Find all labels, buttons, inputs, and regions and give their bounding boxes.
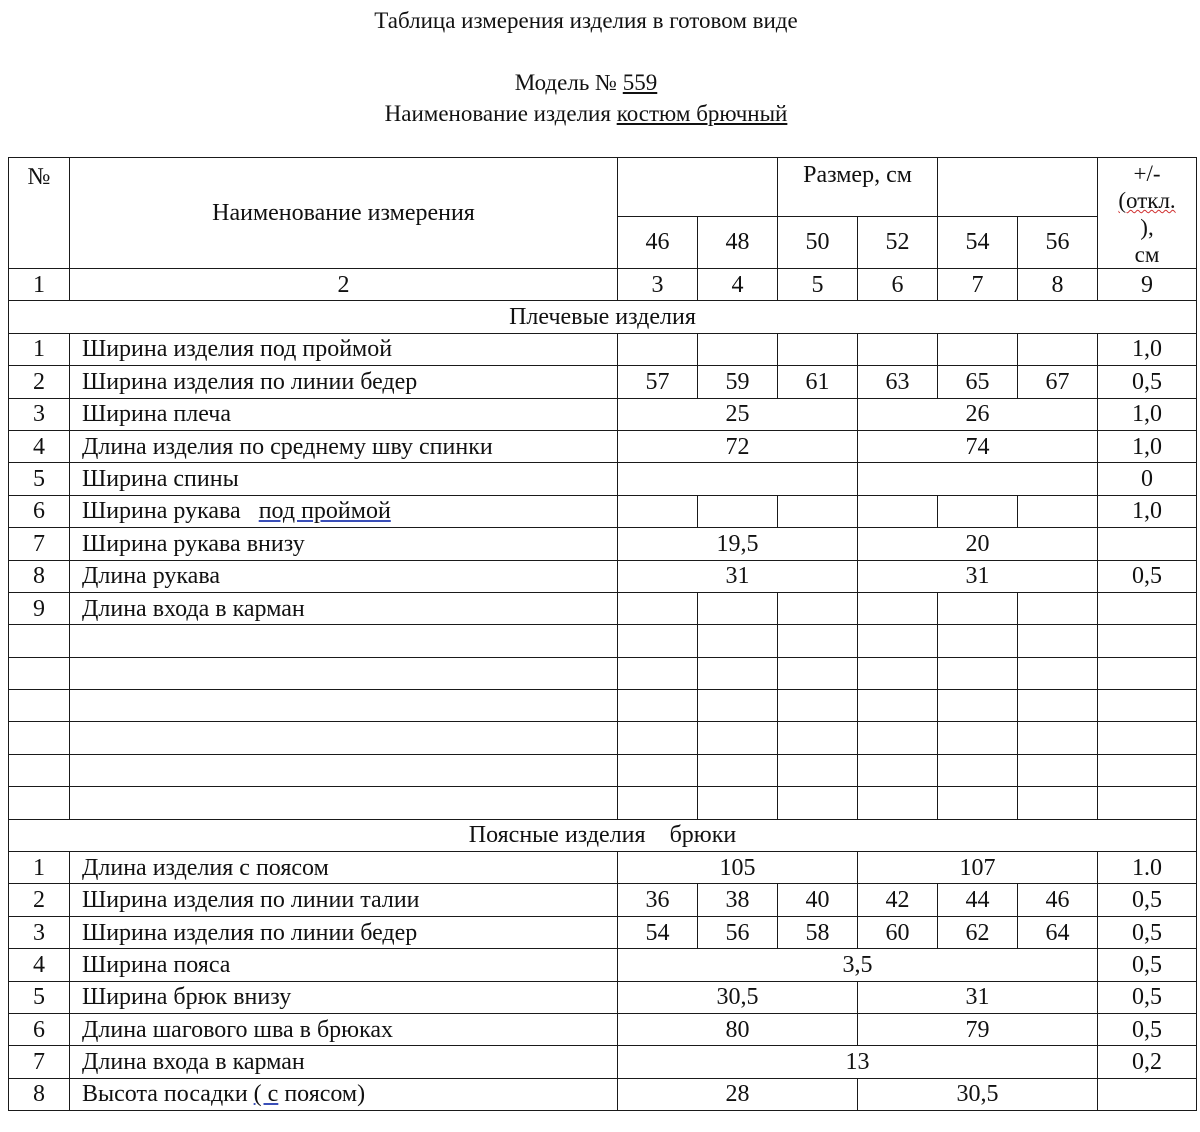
- value-cell: [778, 592, 858, 624]
- value-cell: [858, 333, 938, 365]
- col-name-header: Наименование измерения: [70, 158, 618, 269]
- measurement-table: [8, 157, 1197, 1111]
- section-header-waist: [9, 819, 1197, 851]
- deviation-cell: 1.0: [1098, 852, 1197, 884]
- value-cell: 58: [778, 916, 858, 948]
- value-cell: 72: [618, 430, 858, 462]
- empty-row: [9, 754, 1197, 786]
- measurement-name: Длина изделия по среднему шву спинки: [70, 430, 618, 462]
- value-cell: [858, 463, 1098, 495]
- value-cell: 61: [778, 366, 858, 398]
- measurement-name: Длина рукава: [70, 560, 618, 592]
- value-cell: 74: [858, 430, 1098, 462]
- measurement-name: Ширина брюк внизу: [70, 981, 618, 1013]
- column-number-row: [9, 269, 1197, 301]
- row-number: 7: [9, 1046, 70, 1078]
- value-cell: 79: [858, 1013, 1098, 1045]
- deviation-cell: [1098, 1078, 1197, 1110]
- table-row: [9, 463, 1197, 495]
- size-header-left: [618, 158, 778, 217]
- row-number: 6: [9, 1013, 70, 1045]
- value-cell: 64: [1018, 916, 1098, 948]
- value-cell: 57: [618, 366, 698, 398]
- section-title: Плечевые изделия: [9, 301, 1197, 333]
- measurement-name-part: поясом): [284, 1081, 366, 1108]
- value-cell: 107: [858, 852, 1098, 884]
- deviation-cell: 0,2: [1098, 1046, 1197, 1078]
- row-number: 6: [9, 495, 70, 527]
- value-cell: [938, 495, 1018, 527]
- value-cell: [698, 333, 778, 365]
- column-number: 2: [70, 269, 618, 301]
- measurement-name-part: Ширина рукава: [82, 498, 241, 525]
- deviation-cell: 0,5: [1098, 366, 1197, 398]
- row-number: 7: [9, 528, 70, 560]
- value-cell: 31: [858, 560, 1098, 592]
- row-number: 4: [9, 430, 70, 462]
- table-row: [9, 884, 1197, 916]
- size-cell: 54: [938, 216, 1018, 268]
- measurement-name: [70, 495, 618, 527]
- deviation-line: (откл.: [1118, 188, 1176, 213]
- value-cell: 19,5: [618, 528, 858, 560]
- value-cell: 54: [618, 916, 698, 948]
- document-title: Таблица измерения изделия в готовом виде: [374, 8, 798, 33]
- model-number: 559: [622, 70, 658, 95]
- deviation-cell: 0,5: [1098, 916, 1197, 948]
- deviation-line: ),: [1140, 215, 1154, 240]
- table-row: [9, 430, 1197, 462]
- column-number: 9: [1098, 269, 1197, 301]
- column-number: 5: [778, 269, 858, 301]
- measurement-name: Длина шагового шва в брюках: [70, 1013, 618, 1045]
- size-cell: 52: [858, 216, 938, 268]
- size-cell: 50: [778, 216, 858, 268]
- deviation-cell: 0,5: [1098, 981, 1197, 1013]
- table-row: [9, 366, 1197, 398]
- table-row: [9, 949, 1197, 981]
- measurement-name: Ширина изделия по линии талии: [70, 884, 618, 916]
- deviation-cell: 1,0: [1098, 495, 1197, 527]
- column-number: 8: [1018, 269, 1098, 301]
- value-cell: 38: [698, 884, 778, 916]
- table-row: [9, 528, 1197, 560]
- column-number: 4: [698, 269, 778, 301]
- section-header-shoulder: [9, 301, 1197, 333]
- value-cell: 67: [1018, 366, 1098, 398]
- row-number: 4: [9, 949, 70, 981]
- measurement-name: Ширина плеча: [70, 398, 618, 430]
- row-number: 3: [9, 916, 70, 948]
- value-cell: [618, 592, 698, 624]
- value-cell: 13: [618, 1046, 1098, 1078]
- item-line: [0, 100, 1172, 128]
- value-cell: 25: [618, 398, 858, 430]
- measurement-name: Ширина спины: [70, 463, 618, 495]
- value-cell: [1018, 333, 1098, 365]
- value-cell: [1018, 592, 1098, 624]
- deviation-line: +/-: [1133, 161, 1161, 186]
- measurement-name: Ширина пояса: [70, 949, 618, 981]
- value-cell: 42: [858, 884, 938, 916]
- size-cell: 56: [1018, 216, 1098, 268]
- measurement-name: Ширина изделия по линии бедер: [70, 916, 618, 948]
- deviation-cell: 1,0: [1098, 333, 1197, 365]
- row-number: 5: [9, 981, 70, 1013]
- table-row: [9, 592, 1197, 624]
- value-cell: 36: [618, 884, 698, 916]
- value-cell: 26: [858, 398, 1098, 430]
- table-row: [9, 916, 1197, 948]
- measurement-name: Ширина изделия под проймой: [70, 333, 618, 365]
- value-cell: 63: [858, 366, 938, 398]
- table-row: [9, 981, 1197, 1013]
- value-cell: [698, 495, 778, 527]
- table-row: [9, 398, 1197, 430]
- col-size-header: Размер, см: [778, 158, 938, 217]
- value-cell: 3,5: [618, 949, 1098, 981]
- measurement-name-part: ( с: [253, 1081, 279, 1108]
- row-number: 1: [9, 333, 70, 365]
- section-title: [9, 819, 1197, 851]
- empty-row: [9, 657, 1197, 689]
- empty-row: [9, 722, 1197, 754]
- deviation-cell: [1098, 528, 1197, 560]
- col-no-header: №: [9, 158, 70, 269]
- row-number: 9: [9, 592, 70, 624]
- empty-row: [9, 787, 1197, 819]
- value-cell: 59: [698, 366, 778, 398]
- column-number: 3: [618, 269, 698, 301]
- value-cell: [618, 463, 858, 495]
- value-cell: [938, 592, 1018, 624]
- row-number: 1: [9, 852, 70, 884]
- deviation-cell: 0: [1098, 463, 1197, 495]
- value-cell: [938, 333, 1018, 365]
- deviation-cell: [1098, 592, 1197, 624]
- size-header-right: [938, 158, 1098, 217]
- row-number: 8: [9, 560, 70, 592]
- row-number: 8: [9, 1078, 70, 1110]
- value-cell: 44: [938, 884, 1018, 916]
- measurement-name: Длина изделия с поясом: [70, 852, 618, 884]
- col-deviation-header: [1098, 158, 1197, 269]
- section-title-part: брюки: [669, 822, 737, 849]
- table-row: [9, 495, 1197, 527]
- deviation-cell: 1,0: [1098, 430, 1197, 462]
- row-number: 5: [9, 463, 70, 495]
- value-cell: [858, 592, 938, 624]
- measurement-name: Ширина изделия по линии бедер: [70, 366, 618, 398]
- model-line: [0, 69, 1172, 97]
- deviation-cell: 1,0: [1098, 398, 1197, 430]
- value-cell: 20: [858, 528, 1098, 560]
- measurement-name: Длина входа в карман: [70, 1046, 618, 1078]
- header-row: [9, 158, 1197, 217]
- item-label: Наименование изделия: [384, 101, 611, 126]
- value-cell: 56: [698, 916, 778, 948]
- table-row: [9, 1013, 1197, 1045]
- value-cell: [778, 333, 858, 365]
- measurement-name: [70, 1078, 618, 1110]
- value-cell: 31: [858, 981, 1098, 1013]
- row-number: 2: [9, 366, 70, 398]
- value-cell: [1018, 495, 1098, 527]
- size-cell: 46: [618, 216, 698, 268]
- value-cell: [778, 495, 858, 527]
- table-row: [9, 1046, 1197, 1078]
- table-row: [9, 1078, 1197, 1110]
- size-cell: 48: [698, 216, 778, 268]
- measurement-name: Длина входа в карман: [70, 592, 618, 624]
- row-number: 2: [9, 884, 70, 916]
- section-title-part: Поясные изделия: [468, 822, 646, 849]
- value-cell: [618, 495, 698, 527]
- column-number: 6: [858, 269, 938, 301]
- table-row: [9, 560, 1197, 592]
- value-cell: 105: [618, 852, 858, 884]
- value-cell: 40: [778, 884, 858, 916]
- value-cell: 30,5: [858, 1078, 1098, 1110]
- value-cell: 30,5: [618, 981, 858, 1013]
- deviation-cell: 0,5: [1098, 884, 1197, 916]
- empty-row: [9, 690, 1197, 722]
- value-cell: 62: [938, 916, 1018, 948]
- value-cell: [618, 333, 698, 365]
- deviation-cell: 0,5: [1098, 949, 1197, 981]
- value-cell: [858, 495, 938, 527]
- deviation-cell: 0,5: [1098, 1013, 1197, 1045]
- empty-row: [9, 625, 1197, 657]
- column-number: 7: [938, 269, 1018, 301]
- deviation-line: см: [1134, 242, 1160, 267]
- column-number: 1: [9, 269, 70, 301]
- value-cell: 46: [1018, 884, 1098, 916]
- item-name: костюм брючный: [616, 101, 788, 126]
- model-label: Модель №: [514, 70, 618, 95]
- row-number: 3: [9, 398, 70, 430]
- value-cell: 65: [938, 366, 1018, 398]
- value-cell: 60: [858, 916, 938, 948]
- value-cell: 80: [618, 1013, 858, 1045]
- table-row: [9, 852, 1197, 884]
- measurement-name-part: Высота посадки: [82, 1081, 248, 1108]
- table-row: [9, 333, 1197, 365]
- value-cell: [698, 592, 778, 624]
- measurement-name-part: под проймой: [258, 498, 391, 525]
- value-cell: 28: [618, 1078, 858, 1110]
- deviation-cell: 0,5: [1098, 560, 1197, 592]
- measurement-name: Ширина рукава внизу: [70, 528, 618, 560]
- value-cell: 31: [618, 560, 858, 592]
